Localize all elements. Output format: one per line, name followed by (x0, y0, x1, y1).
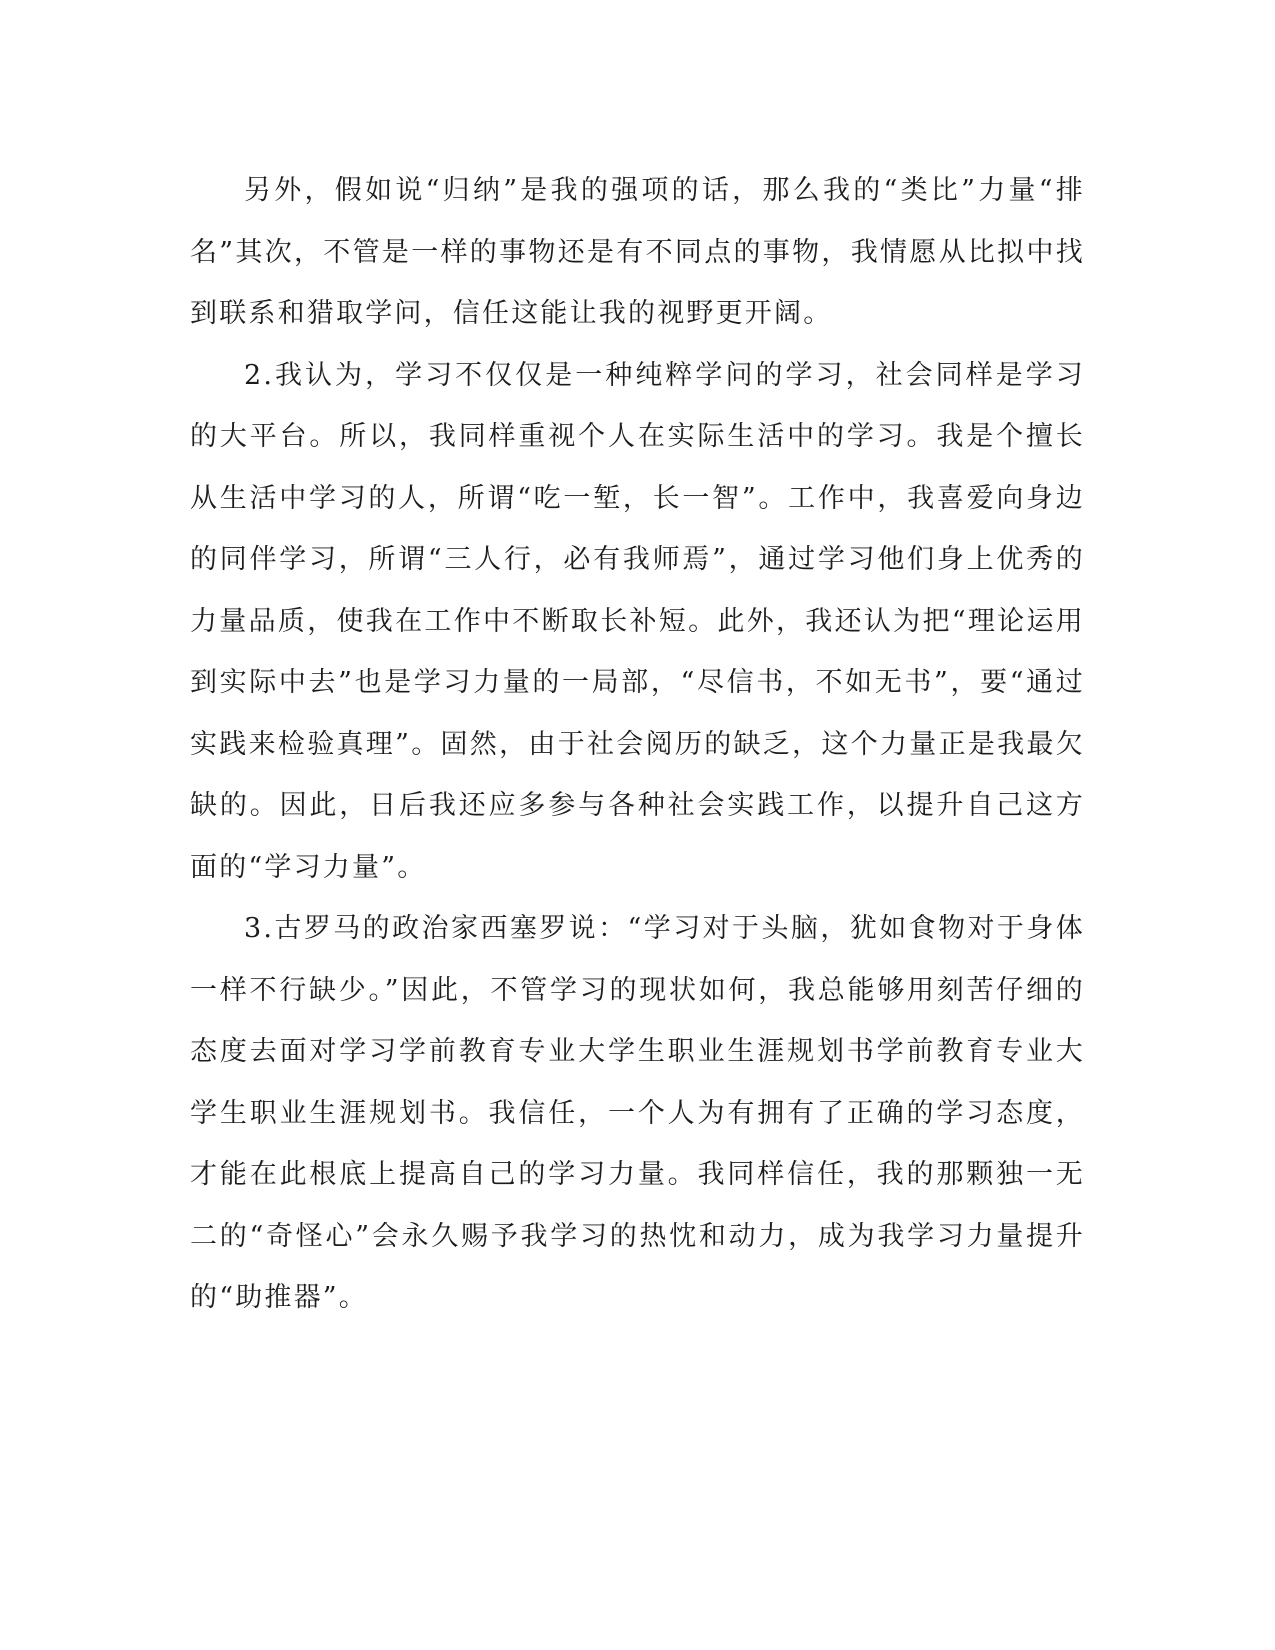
document-body (190, 160, 1085, 1329)
paragraph-social-learning: 2.我认为，学习不仅仅是一种纯粹学问的学习，社会同样是学习的大平台。所以，我同样重视个人在实际生活中的学习。我是个擅长从生活中学习的人，所谓“吃一堑，长一智”。工作中，我喜爱向身边的同伴学习，所谓“三人行，必有我师焉”，通过学习他们身上优秀的力量品质，使我在工作中不断取长补短。此外，我还认为把“理论运用到实际中去”也是学习力量的一局部，“尽信书，不如无书”，要“通过实践来检验真理”。固然，由于社会阅历的缺乏，这个力量正是我最欠缺的。因此，日后我还应多参与各种社会实践工作，以提升自己这方面的“学习力量”。 (190, 359, 1085, 883)
paragraph-analogy-ability: 另外，假如说“归纳”是我的强项的话，那么我的“类比”力量“排名”其次，不管是一样的事物还是有不同点的事物，我情愿从比拟中找到联系和猎取学问，信任这能让我的视野更开阔。 (190, 175, 1085, 329)
paragraph-learning-attitude: 3.古罗马的政治家西塞罗说：“学习对于头脑，犹如食物对于身体一样不行缺少。”因此，不管学习的现状如何，我总能够用刻苦仔细的态度去面对学习学前教育专业大学生职业生涯规划书学前教育专业大学生职业生涯规划书。我信任，一个人为有拥有了正确的学习态度，才能在此根底上提高自己的学习力量。我同样信任，我的那颗独一无二的“奇怪心”会永久赐予我学习的热忱和动力，成为我学习力量提升的“助推器”。 (190, 913, 1085, 1313)
